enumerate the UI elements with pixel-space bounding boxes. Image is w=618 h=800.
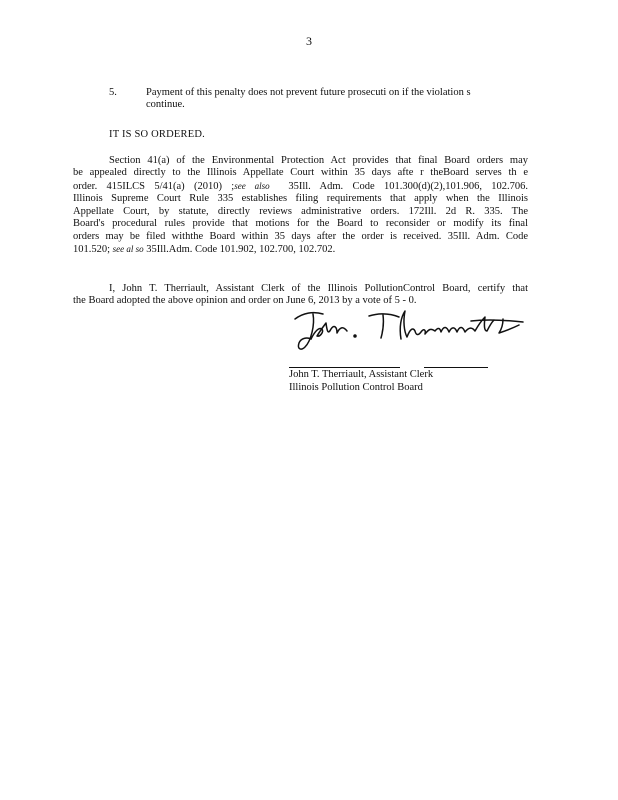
paragraph-line: Board's procedural rules provide that motions for the Board to reconsider or modify its final bbox=[73, 218, 528, 230]
citation-text: 101.520; bbox=[73, 244, 113, 256]
signer-organization: Illinois Pollution Control Board bbox=[289, 381, 423, 393]
list-item-text bbox=[146, 87, 471, 112]
appeal-paragraph bbox=[73, 155, 528, 257]
list-item-number: 5. bbox=[109, 87, 117, 98]
citation-text: 35Ill.Adm. Code 101.902, 102.700, 102.702. bbox=[143, 244, 336, 256]
citation-text: order. 415ILCS 5/41(a) (2010) ; bbox=[73, 180, 235, 192]
see-also-italic: see also bbox=[234, 180, 270, 191]
paragraph-line: the Board adopted the above opinion and order on June 6, 2013 by a vote of 5 - 0. bbox=[73, 295, 417, 307]
handwritten-signature bbox=[289, 305, 529, 357]
page-number: 3 bbox=[306, 34, 312, 48]
list-item-line: continue. bbox=[146, 99, 185, 111]
signature-block bbox=[289, 369, 433, 394]
paragraph-line bbox=[73, 180, 528, 193]
paragraph-line: be appealed directly to the Illinois Appellate Court within 35 days afte r theBoard serves th e bbox=[73, 167, 528, 179]
paragraph-line: Illinois Supreme Court Rule 335 establishes filing requirements that apply when the Illinois bbox=[73, 193, 528, 205]
see-also-italic: see al so bbox=[112, 244, 144, 255]
list-item-line: Payment of this penalty does not prevent future prosecuti on if the violation s bbox=[146, 87, 471, 98]
order-statement: IT IS SO ORDERED. bbox=[109, 129, 205, 140]
paragraph-line: orders may be filed withthe Board within 35 days after the order is received. 35Ill. Adm. Code bbox=[73, 230, 528, 242]
paragraph-line: Appellate Court, by statute, directly reviews administrative orders. 172Ill. 2d R. 335. The bbox=[73, 205, 528, 217]
citation-text: 35Ill. Adm. Code 101.300(d)(2),101.906, 102.706. bbox=[288, 180, 529, 192]
signature-line bbox=[289, 367, 400, 368]
paragraph-line: Section 41(a) of the Environmental Protection Act provides that final Board orders may bbox=[109, 155, 528, 166]
paragraph-line: I, John T. Therriault, Assistant Clerk of the Illinois PollutionControl Board, certify that bbox=[109, 283, 528, 294]
signature-line bbox=[424, 367, 488, 368]
paragraph-line bbox=[73, 243, 528, 256]
signer-name: John T. Therriault, Assistant Clerk bbox=[289, 369, 434, 380]
